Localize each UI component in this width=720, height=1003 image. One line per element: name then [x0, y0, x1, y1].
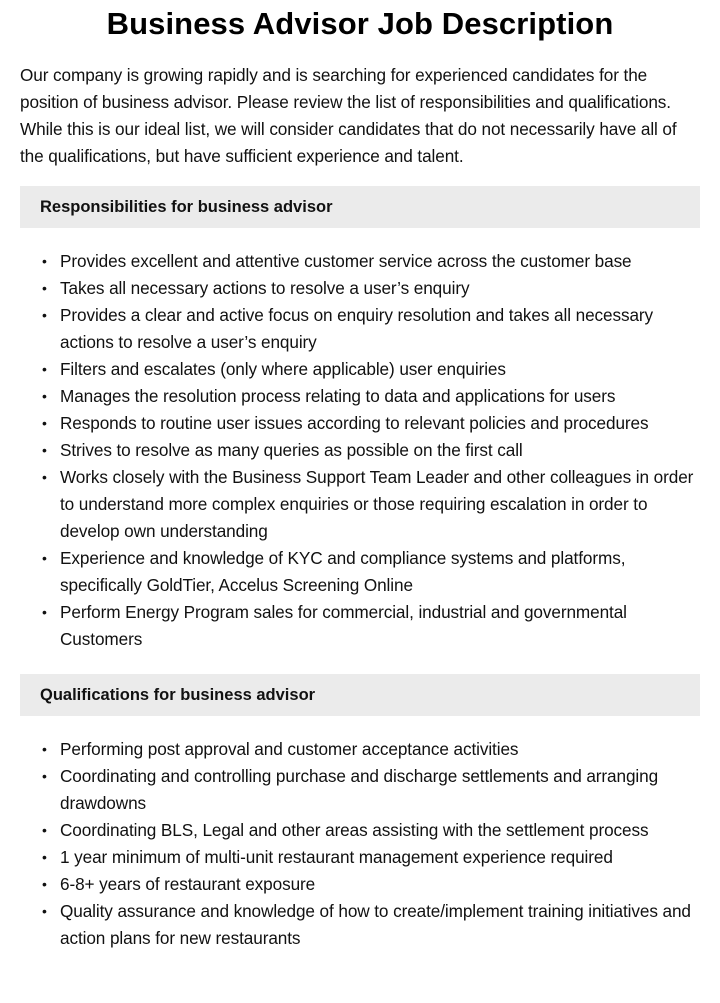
bullet-icon: •	[42, 903, 47, 919]
bullet-icon: •	[42, 768, 47, 784]
list-item: • Strives to resolve as many queries as possible on the first call	[60, 437, 700, 464]
bullet-icon: •	[42, 280, 47, 296]
list-item: • Provides excellent and attentive customer service across the customer base	[60, 248, 700, 275]
responsibilities-section	[20, 186, 700, 653]
list-item: • Quality assurance and knowledge of how to create/implement training initiatives and action plans for new restaurants	[60, 898, 700, 952]
list-item: • Provides a clear and active focus on enquiry resolution and takes all necessary actions to resolve a user’s enquiry	[60, 302, 700, 356]
section-heading-qualifications: Qualifications for business advisor	[20, 674, 700, 716]
list-item: • Perform Energy Program sales for commercial, industrial and governmental Customers	[60, 599, 700, 653]
bullet-icon: •	[42, 388, 47, 404]
page-title: Business Advisor Job Description	[106, 6, 614, 41]
list-item: • Performing post approval and customer acceptance activities	[60, 736, 700, 763]
bullet-icon: •	[42, 253, 47, 269]
bullet-icon: •	[42, 876, 47, 892]
bullet-icon: •	[42, 415, 47, 431]
list-item: • 1 year minimum of multi-unit restaurant management experience required	[60, 844, 700, 871]
qualifications-list	[20, 736, 700, 952]
list-item: • Takes all necessary actions to resolve a user’s enquiry	[60, 275, 700, 302]
list-item: • Responds to routine user issues according to relevant policies and procedures	[60, 410, 700, 437]
bullet-icon: •	[42, 361, 47, 377]
qualifications-section	[20, 674, 700, 952]
list-item: • Experience and knowledge of KYC and compliance systems and platforms, specifically GoldTier, Accelus Screening Online	[60, 545, 700, 599]
list-item: • 6-8+ years of restaurant exposure	[60, 871, 700, 898]
list-item: • Filters and escalates (only where applicable) user enquiries	[60, 356, 700, 383]
bullet-icon: •	[42, 822, 47, 838]
section-spacer	[20, 653, 700, 658]
bullet-icon: •	[42, 741, 47, 757]
bullet-icon: •	[42, 307, 47, 323]
bullet-icon: •	[42, 469, 47, 485]
section-heading-responsibilities: Responsibilities for business advisor	[20, 186, 700, 228]
list-item: • Coordinating and controlling purchase and discharge settlements and arranging drawdowns	[60, 763, 700, 817]
bullet-icon: •	[42, 550, 47, 566]
bullet-icon: •	[42, 442, 47, 458]
list-item: • Coordinating BLS, Legal and other areas assisting with the settlement process	[60, 817, 700, 844]
intro-paragraph: Our company is growing rapidly and is searching for experienced candidates for the position of business advisor. Please review the list of responsibilities and qualifications. While this is our ideal list, we will consider candidates that do not necessarily have all of the qualifications, but have sufficient experience and talent.	[20, 65, 677, 166]
list-item: • Works closely with the Business Support Team Leader and other colleagues in order to understand more complex enquiries or those requiring escalation in order to develop own understanding	[60, 464, 700, 545]
responsibilities-list	[20, 248, 700, 653]
list-item: • Manages the resolution process relating to data and applications for users	[60, 383, 700, 410]
bullet-icon: •	[42, 849, 47, 865]
bullet-icon: •	[42, 604, 47, 620]
